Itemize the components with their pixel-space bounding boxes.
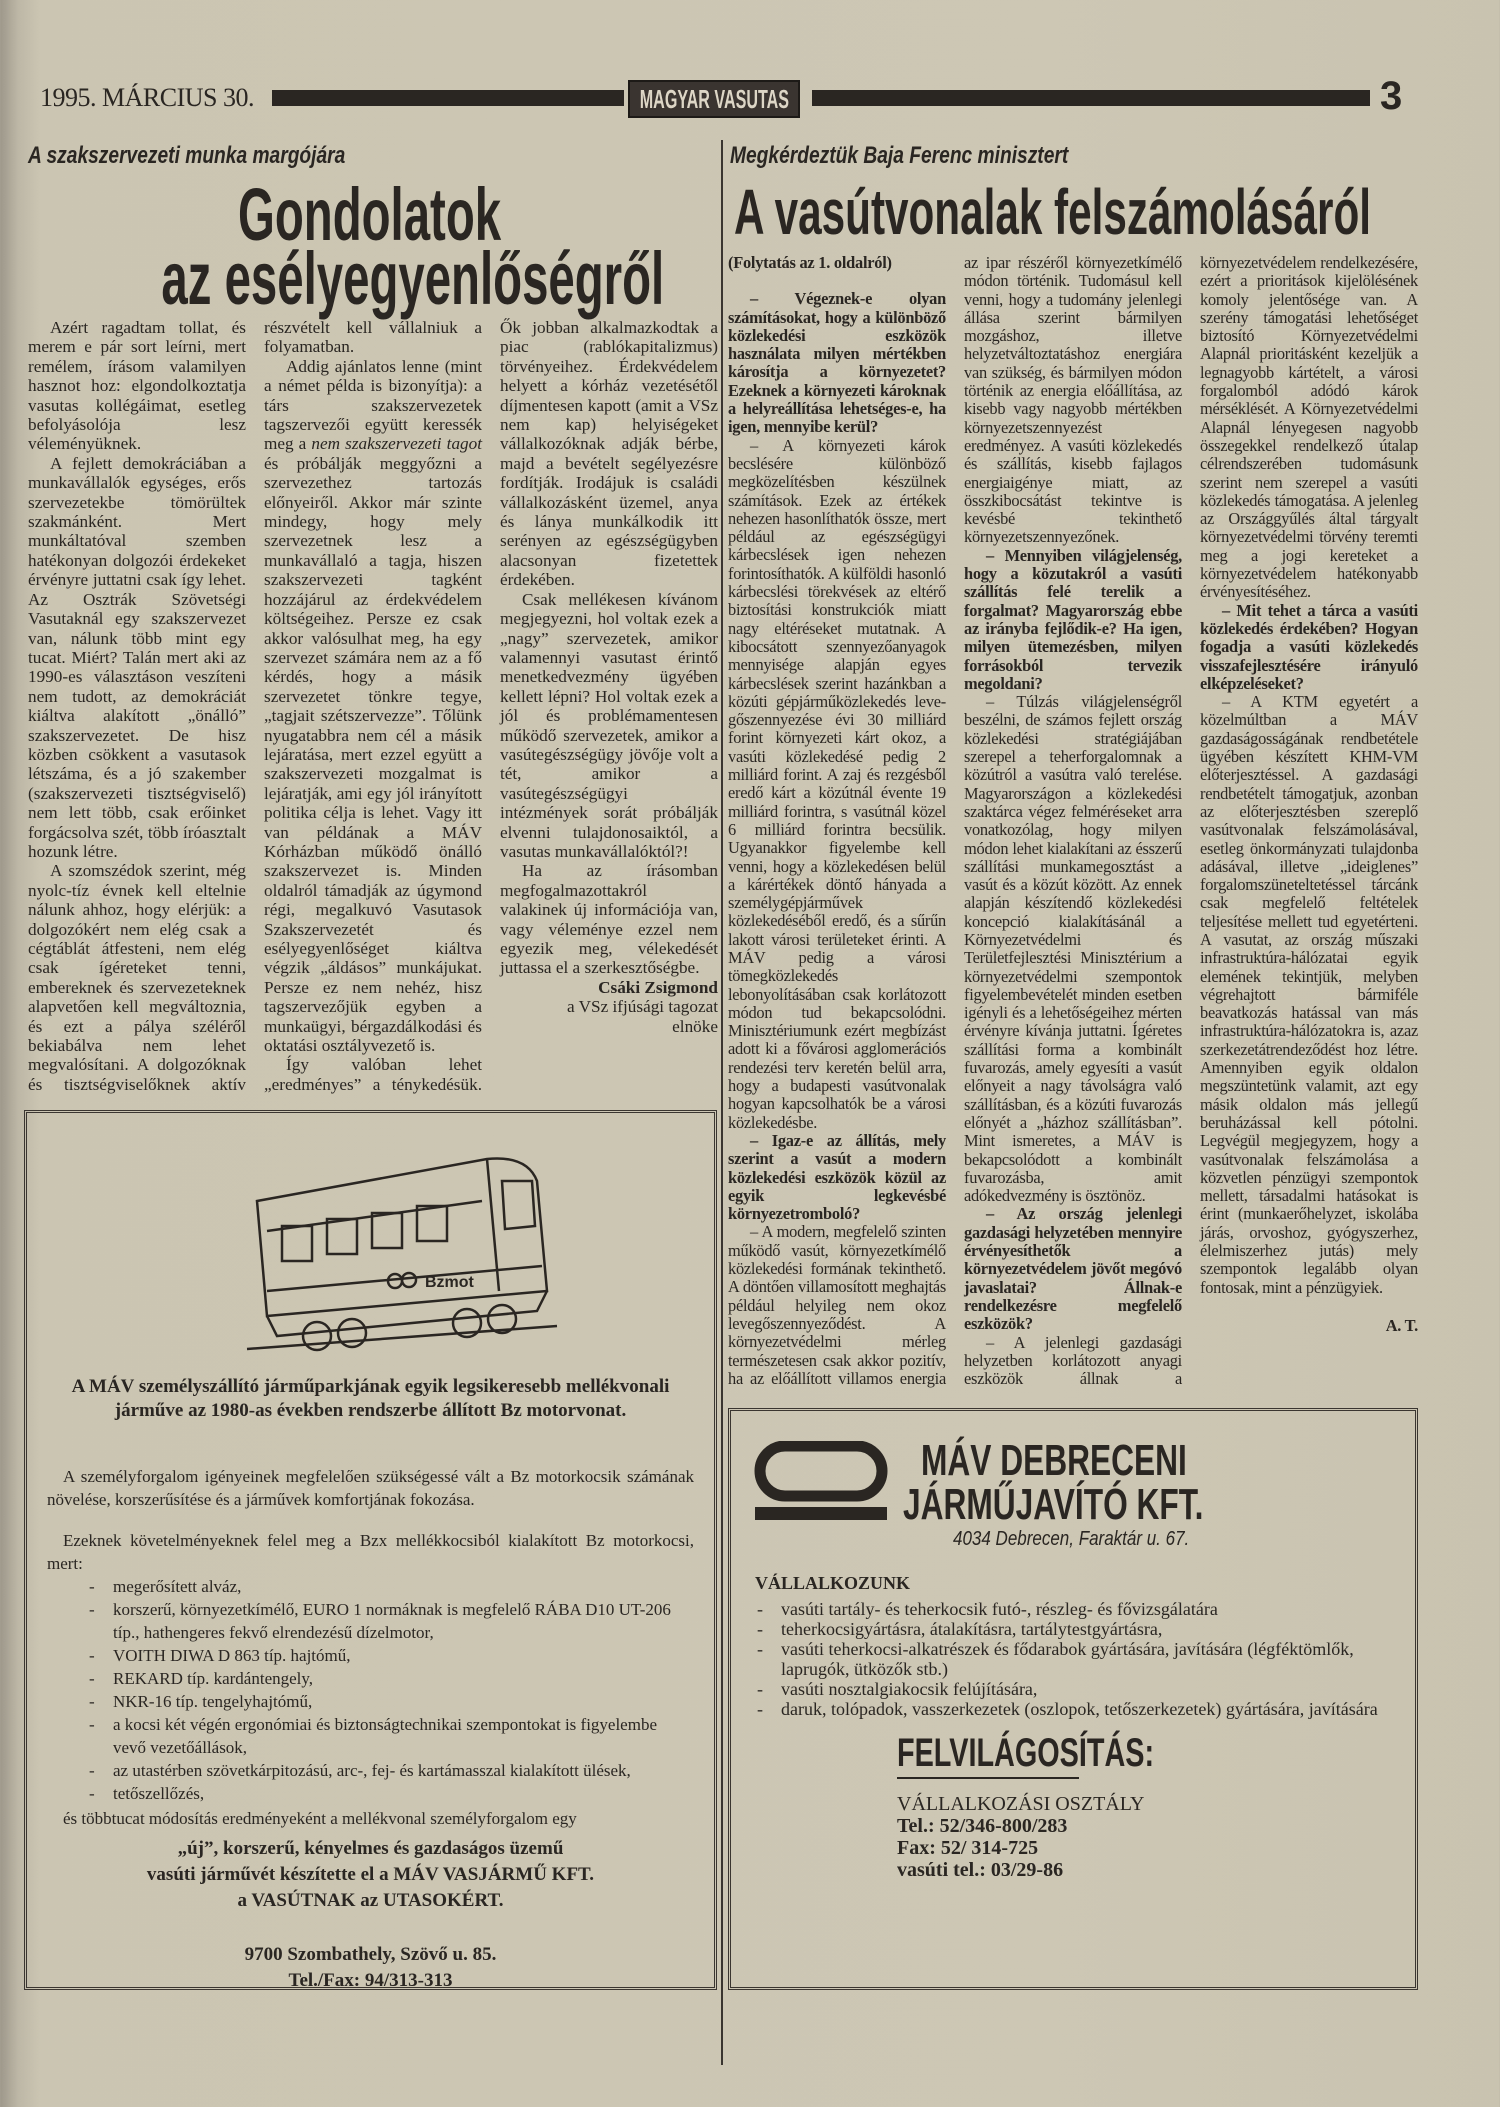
ad-address: 9700 Szombathely, Szövő u. 85. (244, 1944, 497, 1965)
ad-headline: A MÁV személyszállító járműparkjának egyik legsikeresebb mellékvonali járműve az 1980-as években rendszerbe állított Bz motorvonat. (71, 1376, 670, 1421)
service-item: - daruk, tolópadok, vasszerkezetek (oszlopok, tetőszerkezetek) gyártására, javítására (745, 1699, 1385, 1719)
ad-closing: vasúti járművét készítette el a MÁV VASJÁRMŰ KFT. (146, 1864, 595, 1885)
ad-requirements-intro: Ezeknek követelményeknek felel meg a Bzx mellékkocsiból kialakított Bz motorkocsi, mert: (47, 1531, 694, 1573)
left-article-kicker: A szakszervezeti munka margójára (28, 142, 346, 169)
right-article-title (734, 176, 1500, 248)
title-text: Gondolatok (238, 173, 502, 256)
ad-intro: A személyforgalom igényeinek megfelelően szükségessé vált a Bz motorkocsik számának növelése, korszerűsítése és a járművek komfortjának fokozása. (47, 1467, 694, 1509)
paragraph (264, 357, 482, 1056)
question: – Végeznek-e olyan számításokat, hogy a különböző közlekedési eszközök használata milyen mértékben károsítja a környezetet? Ezeknek a környezeti károknak a helyreállítása lehetséges-e, ha igen, mennyibe kerül? (728, 289, 946, 437)
services-title: VÁLLALKOZUNK (755, 1573, 911, 1593)
left-article-title-line2 (20, 237, 720, 320)
masthead-logo (628, 80, 800, 118)
paragraph: Ha az írásomban megfogalmazottakról valakinek új információja van, vagy véleménye ezzel nem egyezik meg, vélekedését juttassa el a szerkesztőségbe. (500, 861, 718, 978)
service-item: - teherkocsigyártásra, átalakításra, tartálytestgyártásra, (745, 1619, 1385, 1639)
department: VÁLLALKOZÁSI OSZTÁLY (897, 1793, 1145, 1815)
company-logo (753, 1441, 889, 1525)
feature-item: - az utastérben szövetkárpitozású, arc-, fej- és kartámasszal kialakított ülések, (77, 1759, 694, 1782)
paragraph: Csak mellékesen kívánom megjegyezni, hol voltak ezek a „nagy” szervezetek, amikor valamennyi vasutast érintő menetkedvezmény ügyében kellett lépni? Hol voltak ezek a jól és problémamentesen működő szervezetek, amikor a vasútegészségügy jövője volt a tét, amikor a vasútegészségügyi intézmények sorát próbálják elvenni tulajdonosaiktól, a vasutas munkavállalóktól?! (500, 589, 718, 861)
service-item: - vasúti teherkocsi-alkatrészek és fődarabok gyártására, javítására (légféktömlők, laprugók, ütközők stb.) (745, 1639, 1385, 1679)
page-number: 3 (1380, 74, 1403, 118)
paragraph: Azért ragadtam tollat, és merem e pár sort leírni, mert remélem, írásom valamilyen hasznot hoz: elgondolkoztatja vasutas kollégáimat, esetleg befolyásolója lesz véleményüknek. (28, 318, 246, 454)
italic-text: nem szakszervezeti tagot (311, 434, 482, 454)
feature-item: - VOITH DIWA D 863 típ. hajtómű, (77, 1644, 694, 1667)
service-item: - vasúti nosztalgiakocsik felújítására, (745, 1679, 1385, 1699)
info-underline (897, 1777, 1079, 1779)
feature-item: - a kocsi két végén ergonómiai és biztonságtechnikai szempontokat is figyelembe vevő vezetőállások, (77, 1713, 694, 1759)
phone: Tel.: 52/346-800/283 (897, 1815, 1068, 1837)
author-name: Csáki Zsigmond (598, 977, 718, 997)
answer: – A modern, megfelelő szinten működő vasút, környezetkímélő közlekedési formának tekinthető. A döntően villamosított meghajtás például helyileg nem okoz levegőszennyeződést. A környezetvédelmi mérleg természetesen csak akkor pozitív, ha az előállított villamos energia az ipar részéről környezetkímélő módon történik. Tudomásul kell venni, hogy a tudomány jelenlegi állása szerint bármilyen mozgáshoz, illetve helyzetváltoztatáshoz energiára van szükség, és bármilyen módon történik az energia előállítása, az kisebb vagy nagyobb mértékben környezetszennyezést eredményez. A vasúti közlekedés és szállítás, kisebb fajlagos energiaigénye miatt, az összkibocsátást tekintve is kevésbé tekinthető környezetszennyezőnek. (728, 253, 1182, 1388)
paragraph: A szomszédok szerint, még nyolc-tíz évnek kell eltelnie nálunk ahhoz, hogy elérjük: a dolgozókért nem elég csak a cégtáblát átfesteni, nem elég csak ígéreteket tenni, embereknek és szervezeteknek alapvetően kell megváltoznia, és ezt a pálya széléről bekiabálva nem lehet megvalósítani. A dolgozóknak és tisztségviselőknek aktív részvételt kell vállalniuk a folyamatban. (28, 318, 482, 1094)
answer: – A környezeti károk becslésére különböző megközelítésben készülnek számítások. Ezek az értékek nehezen hasonlíthatók össze, mert például az egészségügyi kárbecslések igen nehezen forintosíthatók. A külföldi hasonló kárbecslési törekvések az eltérő biztosítási konstrukciók miatt nagy eltéréseket mutatnak. A kibocsátott szennyezőanyagok mennyisége alapján egyes kárbecslések szerint hazánkban a közúti gépjárműközlekedés leve-gőszennyezése évi 30 milliárd forint környezeti kárt okoz, a vasúti közlekedésé pedig 2 milliárd forint. A zaj és rezgésből eredő kárt a közútnál évente 19 milliárd forintra, s vasútnál közel 6 milliárd forintra becsülik. Ugyanakkor figyelembe kell venni, hogy a közlekedésen belül a kárértékek döntő hányada a személygépjárművek közlekedéséből eredő, és a sűrűn lakott városi területeket érinti. A MÁV pedig a városi tömegközlekedés lebonyolításában csak korlátozott módon tud bekapcsolódni. Minisztériumunk ezért megbízást adott ki a fővárosi agglomerációs rendezési terv keretén belül arra, hogy a budapesti vasútvonalak hogyan kapcsolhatók be a városi közlekedésbe. (728, 435, 946, 1132)
rail-phone: vasúti tel.: 03/29-86 (897, 1859, 1064, 1881)
column-divider (721, 140, 723, 2065)
ad-phone: Tel./Fax: 94/313-313 (288, 1970, 453, 1991)
right-article-kicker: Megkérdeztük Baja Ferenc minisztert (730, 142, 1069, 169)
company-name-line: JÁRMŰJAVÍTÓ KFT. (903, 1480, 1204, 1529)
title-text: az esélyegyenlőségről (161, 237, 665, 320)
question: – Az ország jelenlegi gazdasági helyzetében mennyire érvényesíthetők a környezetvédelem jövőt megóvó javaslatai? Állnak-e rendelkezésre megfelelő eszközök? (964, 1204, 1182, 1334)
feature-item: - korszerű, környezetkímélő, EURO 1 normáknak is megfelelő RÁBA D10 UT-206 típ., hathengeres fekvő elrendezésű dízelmotor, (77, 1598, 694, 1644)
ad-closing: „új”, korszerű, kényelmes és gazdaságos üzemű (177, 1838, 564, 1859)
answer: – Túlzás világjelenségről beszélni, de számos fejlett ország közlekedési stratégiájában szerepel a teherforgalomnak a közútról a vasútra való terelése. Magyarországon a közlekedési szaktárca végez felméréseket arra vonatkozólag, hogy milyen módon lehet kialakítani az ésszerű szállítási munkamegosztást a vasút és a közút között. Az ennek alapján készítendő közlekedési koncepció kialakításánál a Környezetvédelmi és Területfejlesztési Minisztérium a környezetvédelmi szempontok figyelembevételét minden esetben igényli és a lehetőségeihez mérten érvényre kívánja juttatni. Ígéretes szállítási forma a kombinált fuvarozás, amely egyesíti a vasút előnyeit a nagy távolságra való szállításban, és a közúti fuvarozás előnyét a „házhoz szállításban”. Mint ismeretes, a MÁV is bekapcsolódott a kombinált fuvarozásba, amit adókedvezmény is ösztönöz. (964, 692, 1182, 1206)
question: – Mit tehet a tárca a vasúti közlekedés érdekében? Hogyan fogadja a vasúti közlekedés visszafejlesztésére irányuló elképzeléseket? (1200, 600, 1418, 693)
title-text: A vasútvonalak felszámolásáról (734, 176, 1372, 248)
feature-item: - tetőszellőzés, (77, 1782, 694, 1805)
author-role: elnöke (672, 1016, 718, 1036)
company-address: 4034 Debrecen, Faraktár u. 67. (953, 1528, 1190, 1550)
answer: – A KTM egyetért a közelmúltban a MÁV gazdaságosságának rendbetétele ügyében készített KHM-VM előterjesztéssel. A gazdasági rendbetételt támogatjuk, azonban az előterjesztésben szereplő vasútvonalak felszámolásával, esetleg önkormányzati tulajdonba adásával, illetve „ideiglenes” forgalomszüneteltetéssel tárcánk csak megfelelő feltételek teljesítése mellett tud egyetérteni. A vasutat, az ország műszaki infrastruktúra-hálózatai egyik elemének tekintjük, melyben végrehajtott bármiféle beavatkozás hatással van más infrastruktúra-hálózatokra is, azaz szerkezetátrendeződést hoz létre. Amennyiben egyik oldalon megszüntetünk valamit, azt egy másik oldalon más jellegű beruházással kell pótolni. Legvégül megjegyzem, hogy a vasútvonalak felszámolása a közvetlen pénzügyi szempontok mellett, társadalmi hatásokat is érint (munkaerőhelyzet, iskolába járás, orvoshoz, gyógyszerhez, élelmiszerhez jutás) mely szempontok legalább olyan fontosak, mint a pénzügyiek. (1200, 692, 1418, 1297)
feature-item: - megerősített alváz, (77, 1575, 694, 1598)
question: – Igaz-e az állítás, mely szerint a vasút a modern közlekedési eszközök közül az egyik legkevésbé környezetromboló? (728, 1130, 946, 1224)
text: és próbálják meggyőzni a szervezethez tartozás előnyeiről. Akkor már szinte mindegy, hogy mely szervezetnek lesz a munkavállaló a tagja, hiszen szakszervezeti tagként hozzájárul az érdekvédelem költségeihez. Persze ez csak akkor valósulhat meg, ha egy szervezet számára nem az a fő kérdés, hogy a másik szervezetet tönkre tegye, „tagjait szétszervezze”. Tőlünk nyugatabbra nem cél a másik lejáratása, mert ezzel együtt a szakszervezeti mozgalmat is lejáratják, ami egy jól irányított politika célja is lehet. Vagy itt van példának a MÁV Kórházban működő önálló szakszervezet is. Minden oldalról támadják az úgymond régi, megalkuvó Vasutasok Szakszervezetét és esélyegyenlőséget kiáltva végzik „áldásos” munkájukat. Persze ez nem nehéz, hisz tagszervezőjük egyben a munkaügyi, bérgazdálkodási és oktatási osztályvezető is. (264, 453, 482, 1056)
feature-item: - REKARD típ. kardántengely, (77, 1667, 694, 1690)
question: – Mennyiben világjelenség, hogy a közutakról a vasúti szállítás felé terelik a forgalmat? Magyarország ebbe az irányba fejlődik-e? Ha igen, milyen ütemezésben, milyen forrásokból tervezik megoldani? (964, 545, 1182, 693)
author-initials: A. T. (1385, 1315, 1418, 1335)
text: Addig ajánlatos lenne (mint a német példa is bizonyítja): a társ szakszervezetek tagszervezői együtt keressék meg a (264, 356, 482, 454)
info-title (897, 1733, 1254, 1773)
header-rule-right (812, 90, 1370, 106)
train-illustration (237, 1141, 567, 1361)
ad-mav-debrecen (728, 1408, 1418, 1990)
train-label: Bzmot (425, 1274, 474, 1291)
ad-outro: és többtucat módosítás eredményeként a mellékvonal személyforgalom egy (63, 1809, 577, 1828)
ad-closing: a VASÚTNAK az UTASOKÉRT. (237, 1890, 504, 1911)
answer: – A jelenlegi gazdasági helyzetben korlátozott anyagi eszközök állnak a környezetvédelem rendelkezésére, ezért a prioritások kijelölésének komoly jelentősége van. A szerény támogatási lehetőséget biztosító Környezetvédelmi Alapnál prioritásként kezeljük a legnagyobb kártételt, a városi forgalomból adódó károk mérséklését. A Környezetvédelmi Alapnál lényegesen nagyobb összegekkel rendelkező útalap célrendszerében tudomásunk szerint nem szerepel a vasúti közlekedés támogatása. A jelenleg az Országgyűlés által tárgyalt környezetvédelmi törvény teremti meg a jogi kereteket a környezetvédelem hatékonyabb érvényesítéséhez. (964, 253, 1418, 1389)
info-title-text: FELVILÁGOSÍTÁS: (897, 1731, 1155, 1775)
continuation-note: (Folytatás az 1. oldalról) (728, 253, 892, 272)
feature-item: - NKR-16 típ. tengelyhajtómű, (77, 1690, 694, 1713)
company-name (903, 1436, 1320, 1529)
header-rule-left (272, 90, 624, 106)
paragraph: Így valóban lehet „eredményes” a ténykedésük. Ők jobban alkalmazkodtak a piac (rablókapitalizmus) törvényeihez. Érdekvédelem helyett a kórház vezetésétől díjmentesen kapott (amit a VSz nem kap) helyiségeket vállalkozóknak adják bérbe, majd a bevételt segélyezésre fordítják. Irodájuk is családi vállalkozásként üzemel, anya és lánya munkálkodik itt serényen az egészségügyben alacsonyan fizetettek érdekében. (264, 318, 718, 1094)
ad-mav-vasjarmu (24, 1110, 717, 1990)
right-article-body (728, 254, 1418, 1399)
author-role: a VSz ifjúsági tagozat (567, 997, 718, 1017)
fax: Fax: 52/ 314-725 (897, 1837, 1039, 1859)
issue-date: 1995. MÁRCIUS 30. (40, 83, 254, 112)
service-item: - vasúti tartály- és teherkocsik futó-, részleg- és fővizsgálatára (745, 1599, 1385, 1619)
company-name-line: MÁV DEBRECENI (921, 1436, 1187, 1485)
masthead-text: MAGYAR VASUTAS (639, 83, 789, 114)
left-article-body (28, 318, 718, 1098)
paragraph: A fejlett demokráciában a munkavállalók egységes, erős szervezetekbe tömörültek szakmánként. Mert munkáltatóval szemben hatékonyan dolgozói érdekeket érvényre juttatni csak így lehet. Az Osztrák Szövetségi Vasutaknál egy szakszervezet van, nálunk több mint egy tucat. Miért? Talán mert aki az 1990-es választáson veszíteni nem tudott, az demokráciát kiáltva alakított „önálló” szakszervezetet. De hisz közben csökkent a vasutasok létszáma, és a jó szakember (szakszervezeti tisztségviselő) nem lett több, csak erőinket forgácsolva szét, több íróasztalt hozunk létre. (28, 453, 246, 861)
